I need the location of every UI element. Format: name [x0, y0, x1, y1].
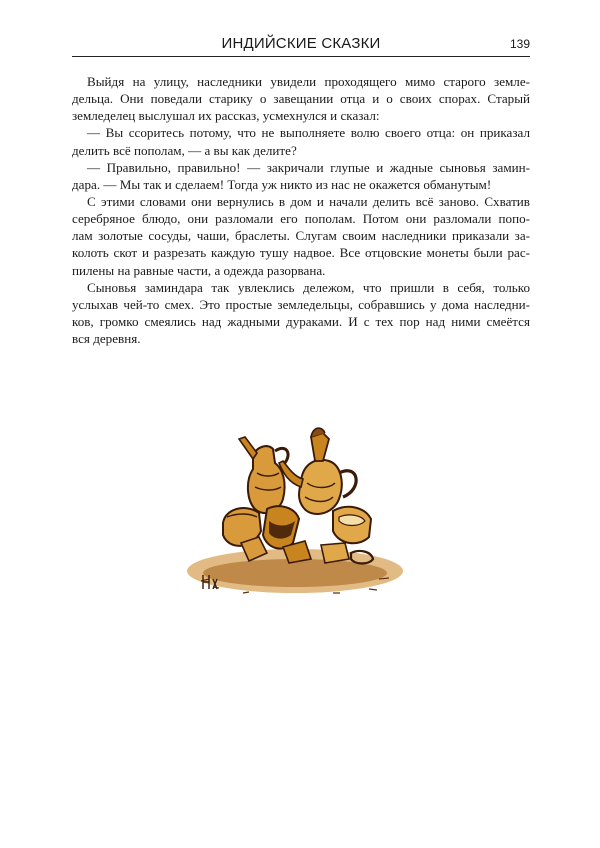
teapot-neck [311, 433, 329, 461]
page-number: 139 [509, 37, 530, 51]
jug-spout-left [239, 437, 257, 459]
text-line: услыхав чей-то смех. Это простые земледельцы, собравшись у дома наследни- [72, 296, 530, 312]
broken-vessels-illustration [183, 403, 411, 605]
shard-front-right [321, 543, 349, 563]
text-line: — Правильно, правильно! — закричали глупые и жадные сыновья замин- [87, 159, 530, 175]
text-line: дельца. Они поведали старику о завещании отца и о своих спорах. Старый [72, 91, 530, 107]
text-line: серебряное блюдо, они разломали его пополам. Потом они разломали попо- [72, 211, 530, 227]
text-line: ков, громко смеялись над жадными дураками. И с тех пор над ними смеётся [72, 313, 530, 329]
text-line: Выйдя на улицу, наследники увидели проходящего мимо старого земле- [87, 74, 530, 89]
running-title: ИНДИЙСКИЕ СКАЗКИ [221, 35, 381, 52]
text-line: делить всё пополам, — а вы как делите? [72, 142, 297, 158]
text-line: С этими словами они вернулись в дом и начали делить всё заново. Схватив [87, 193, 530, 209]
text-line: пилены на равные части, а одежда разорвана. [72, 262, 326, 278]
text-line: лам золотые сосуды, чаши, браслеты. Слугам своим наследники приказали за- [72, 228, 530, 244]
text-line: Сыновья заминдара так увлеклись дележом, что пришли в себя, только [87, 279, 530, 295]
story-text [72, 73, 530, 347]
text-line: — Вы ссоритесь потому, что не выполняете волю своего отца: он приказал [87, 125, 530, 141]
text-line: дара. — Мы так и сделаем! Тогда уж никто из нас не окажется обманутым! [72, 176, 492, 192]
text-line: вся деревня. [72, 331, 141, 347]
text-line: колоть скот и разрезать каждую тушу надвое. Все отцовские монеты были рас- [72, 245, 530, 261]
running-header [72, 34, 530, 57]
text-line: земледелец выслушал их рассказ, усмехнулся и сказал: [72, 108, 380, 124]
